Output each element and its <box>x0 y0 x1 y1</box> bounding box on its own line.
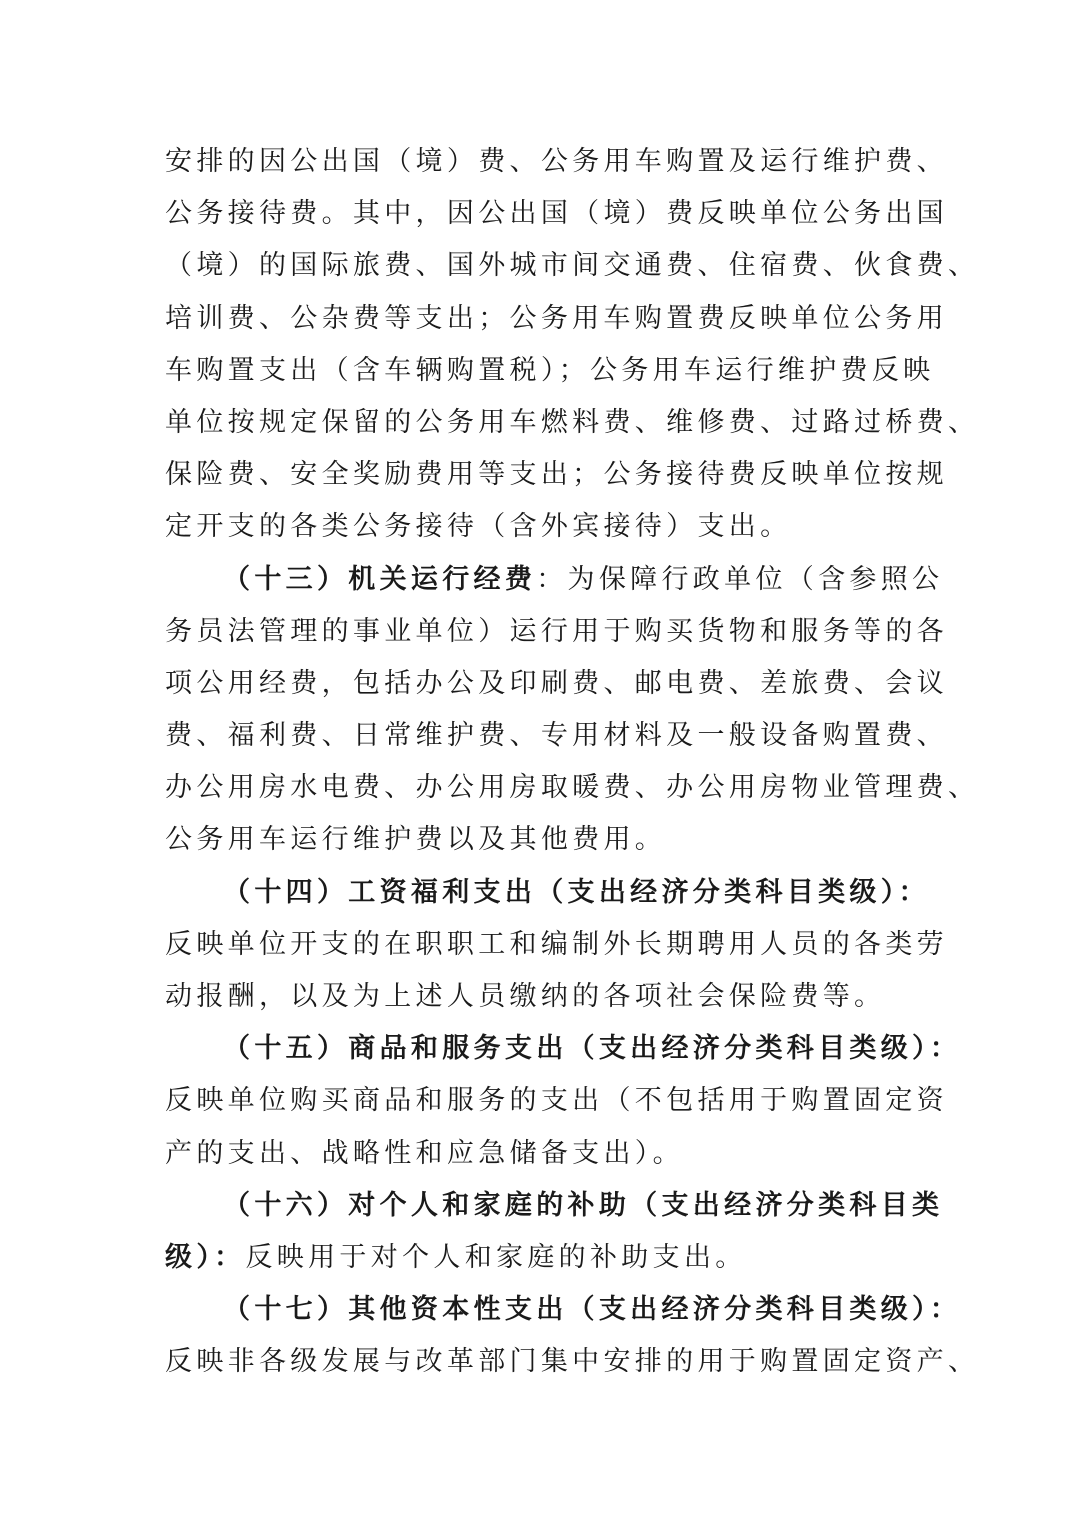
text-line <box>165 188 948 240</box>
text-line <box>165 397 980 449</box>
paragraph-first-line <box>165 867 930 919</box>
body-text: 务员法管理的事业单位）运行用于购买货物和服务等的各 <box>165 615 948 647</box>
paragraph-first-line <box>165 1284 962 1336</box>
bold-heading-text: 级）： <box>165 1241 246 1273</box>
body-text: 公务接待费。其中，因公出国（境）费反映单位公务出国 <box>165 198 948 230</box>
body-text: 费、福利费、日常维护费、专用材料及一般设备购置费、 <box>165 720 948 752</box>
text-line <box>165 240 980 292</box>
body-text: 产的支出、战略性和应急储备支出）。 <box>165 1137 684 1169</box>
text-line <box>165 710 948 762</box>
body-text: ：为保障行政单位（含参照公 <box>536 563 944 595</box>
body-text: 反映单位购买商品和服务的支出（不包括用于购置固定资 <box>165 1085 948 1117</box>
text-line <box>165 449 948 501</box>
bold-heading-text: （十三）机关运行经费 <box>223 563 537 595</box>
paragraph-first-line <box>165 1180 944 1232</box>
body-text: 办公用房水电费、办公用房取暖费、办公用房物业管理费、 <box>165 772 980 804</box>
body-text: 保险费、安全奖励费用等支出；公务接待费反映单位按规 <box>165 459 948 491</box>
body-text: （境）的国际旅费、国外城市间交通费、住宿费、伙食费、 <box>165 250 980 282</box>
bold-heading-text: （十四）工资福利支出（支出经济分类科目类级）： <box>223 876 930 908</box>
text-line <box>165 606 948 658</box>
text-line <box>165 1128 925 1180</box>
text-line <box>165 971 925 1023</box>
body-text: 培训费、公杂费等支出；公务用车购置费反映单位公务用 <box>165 302 948 334</box>
body-text: 定开支的各类公务接待（含外宾接待）支出。 <box>165 511 792 543</box>
text-line <box>165 1336 980 1388</box>
text-line <box>165 345 935 397</box>
text-line <box>165 658 948 710</box>
text-line <box>165 1232 925 1284</box>
bold-heading-text: （十五）商品和服务支出（支出经济分类科目类级）： <box>223 1033 962 1065</box>
body-text: 安排的因公出国（境）费、公务用车购置及运行维护费、 <box>165 146 948 177</box>
body-text: 单位按规定保留的公务用车燃料费、维修费、过路过桥费、 <box>165 406 980 438</box>
paragraph-first-line <box>165 1023 962 1075</box>
body-text: 车购置支出（含车辆购置税）；公务用车运行维护费反映 <box>165 354 935 386</box>
text-line <box>165 136 948 188</box>
body-text: 反映非各级发展与改革部门集中安排的用于购置固定资产、 <box>165 1346 980 1378</box>
text-line <box>165 762 980 814</box>
text-line <box>165 501 925 553</box>
body-text: 动报酬，以及为上述人员缴纳的各项社会保险费等。 <box>165 981 886 1012</box>
body-text: 项公用经费，包括办公及印刷费、邮电费、差旅费、会议 <box>165 667 948 699</box>
body-text: 反映单位开支的在职职工和编制外长期聘用人员的各类劳 <box>165 928 948 960</box>
bold-heading-text: （十六）对个人和家庭的补助（支出经济分类科目类 <box>223 1189 944 1221</box>
text-line <box>165 919 948 971</box>
body-text: 反映用于对个人和家庭的补助支出。 <box>245 1241 747 1273</box>
document-page <box>165 136 980 1389</box>
body-text: 公务用车运行维护费以及其他费用。 <box>165 824 667 856</box>
paragraph-first-line <box>165 554 944 606</box>
text-line <box>165 293 948 345</box>
bold-heading-text: （十七）其他资本性支出（支出经济分类科目类级）： <box>223 1294 962 1326</box>
text-line <box>165 814 925 866</box>
text-line <box>165 1075 948 1127</box>
